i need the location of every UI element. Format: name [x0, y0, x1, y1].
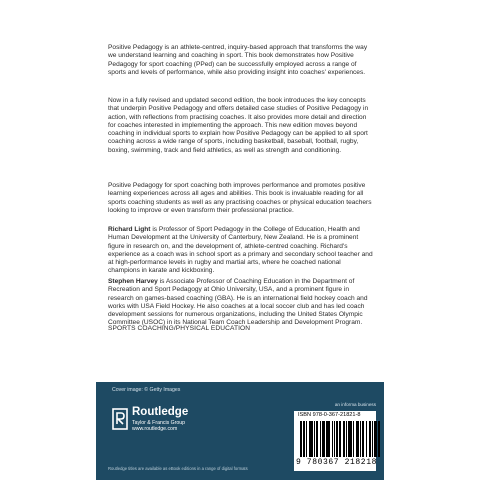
isbn-label: ISBN 978-0-367-21821-8 [298, 412, 361, 418]
ebook-note: Routledge titles are available as eBook editions in a range of digital formats [108, 466, 248, 471]
author-bio-2 [108, 278, 373, 328]
barcode-bar [317, 421, 319, 457]
blurb-text: Now in a fully revised and updated second edition, the book introduces the key concepts that underpin Positive Pedagogy and offers detailed case studies of Positive Pedagogy in action, with reflections from practising coaches. It also provides more detail and direction for coaches interested in implementing the approach. This new edition moves beyond coaching in individual sports to explain how Positive Pedagogy can be applied to all sport coaching across a wide range of sports, including basketball, baseball, football, rugby, boxing, swimming, track and field athletics, as well as strength and conditioning. [108, 97, 369, 154]
barcode-bar [350, 421, 352, 457]
barcode-bar [332, 421, 333, 457]
informa-tagline: an informa business [334, 402, 376, 407]
barcode-bar [353, 421, 354, 457]
barcode-bar [363, 421, 364, 457]
barcode-bar [360, 421, 361, 457]
barcode-bar [304, 421, 305, 457]
routledge-mark-icon [112, 408, 128, 430]
blurb-text: Positive Pedagogy for sport coaching both improves performance and promotes positive learning experiences across all ages and abilities. This book is invaluable reading for all sports coaching students as well as any practising coaches or physical education teachers looking to improve or even transform their professional practice. [108, 182, 372, 214]
barcode-bar [378, 421, 380, 457]
author-name: Richard Light [108, 226, 151, 233]
barcode-bar [344, 421, 345, 457]
barcode-bar [314, 421, 315, 457]
blurb-paragraph-3 [108, 182, 373, 215]
barcode-bar [370, 421, 371, 457]
author-bio-text: is Professor of Sport Pedagogy in the College of Education, Health and Human Development at the University of Canterbury, New Zealand. He is a prominent figure in research on, and the development of, athlete-centred coaching. Richard's experience as a coach was in school sport as a primary and secondary school teacher and at high-performance levels in rugby and martial arts, where he coached national champions in karate and kickboxing. [108, 226, 373, 275]
author-name: Stephen Harvey [108, 278, 158, 285]
barcode-bar [337, 421, 338, 457]
barcode-icon [300, 421, 372, 457]
subject-category: SPORTS COACHING/PHYSICAL EDUCATION [108, 325, 251, 332]
barcode-bar [334, 421, 336, 457]
author-bio-text: is Associate Professor of Coaching Education in the Department of Recreation and Sport Pedagogy at Ohio University, USA, and a prominent figure in research on games-based coaching (GBA). He is an international field hockey coach and works with USA Field Hockey. He also coaches at a local soccer club and has led coach development sessions for numerous organizations, including the United States Olympic Committee (USOC) in its National Team Coach Leadership and Development Program. [108, 278, 368, 327]
barcode-bar [328, 421, 330, 457]
publisher-logo [112, 406, 189, 454]
barcode-bar [311, 421, 313, 457]
blurb-paragraph-2 [108, 97, 373, 155]
cover-image-credit: Cover image: © Getty Images [112, 387, 181, 393]
barcode-bar [320, 421, 321, 457]
barcode-bar [372, 421, 373, 457]
publisher-group: Taylor & Francis Group [132, 420, 186, 426]
barcode-panel [294, 411, 376, 471]
publisher-name: Routledge [132, 406, 189, 418]
blurb-paragraph-1 [108, 44, 373, 77]
barcode-bar [339, 421, 341, 457]
barcode-bar [358, 421, 359, 457]
barcode-bar [300, 421, 302, 457]
author-bio-1 [108, 226, 373, 276]
barcode-bar [306, 421, 308, 457]
publisher-url: www.routledge.com [132, 426, 178, 432]
blurb-text: Positive Pedagogy is an athlete-centred, inquiry-based approach that transforms the way we understand learning and coaching in sport. This book demonstrates how Positive Pedagogy for sport coaching (PPed) can be successfully employed across a range of sports and levels of performance, while also providing insight into coaches' experiences. [108, 44, 368, 76]
barcode-bar [324, 421, 325, 457]
barcode-bar [376, 421, 377, 457]
barcode-bar [366, 421, 367, 457]
barcode-digits: 9 780367 218218 [296, 458, 378, 467]
barcode-bar [346, 421, 347, 457]
